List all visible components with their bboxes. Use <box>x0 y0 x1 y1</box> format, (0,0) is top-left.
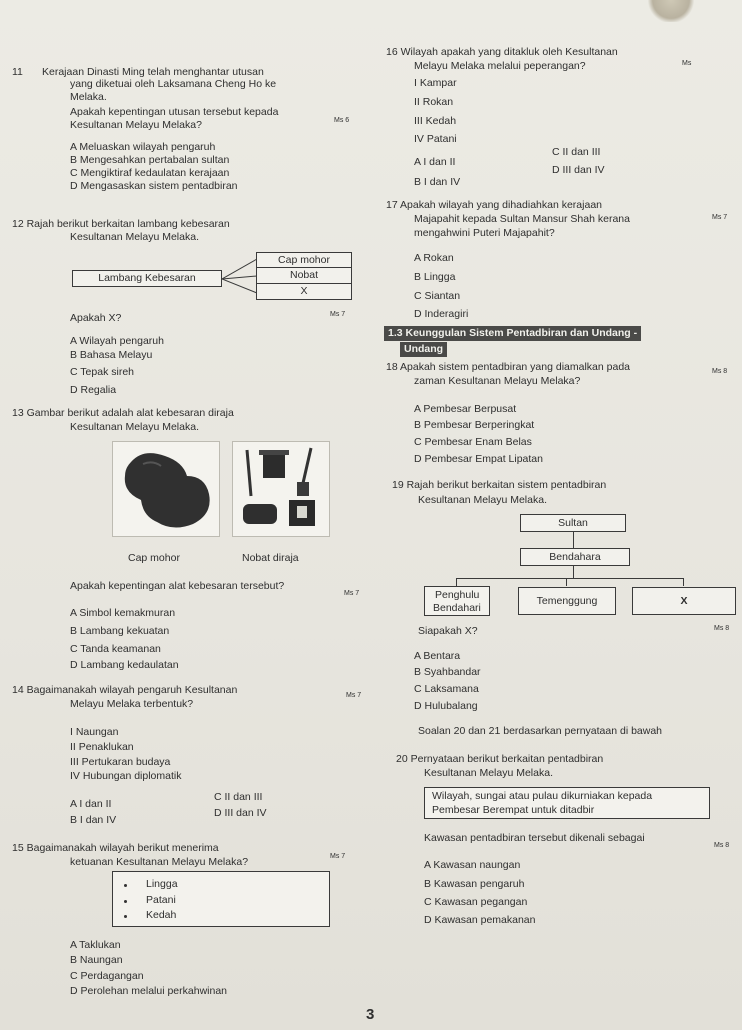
q11-ms: Ms 6 <box>334 117 350 124</box>
page-number: 3 <box>366 1006 375 1023</box>
q12-stem-2: Kesultanan Melayu Melaka. <box>70 231 199 243</box>
q18-option-a[interactable]: A Pembesar Berpusat <box>414 403 517 415</box>
q12-ms: Ms 7 <box>330 311 346 318</box>
q12-option-d[interactable]: D Regalia <box>70 384 117 396</box>
q17-stem-2: Majapahit kepada Sultan Mansur Shah kerana <box>414 213 630 225</box>
q13-option-d[interactable]: D Lambang kedaulatan <box>70 659 179 671</box>
q14-option-a[interactable]: A I dan II <box>70 798 112 810</box>
q12-option-b[interactable]: B Bahasa Melayu <box>70 349 153 361</box>
q20-statement-line-2: Pembesar Berempat untuk ditadbir <box>432 804 595 816</box>
org-penghulu-label: Penghulu <box>435 589 480 601</box>
q15-option-d[interactable]: D Perolehan melalui perkahwinan <box>70 985 228 997</box>
q14-item-ii: II Penaklukan <box>70 741 134 753</box>
q12-connector-lines <box>222 250 258 300</box>
q19-option-b[interactable]: B Syahbandar <box>414 666 481 678</box>
q17-ms: Ms 7 <box>712 214 728 221</box>
q20-stem-1: 20 Pernyataan berikut berkaitan pentadbiran <box>396 753 604 765</box>
q13-ask: Apakah kepentingan alat kebesaran tersebut? <box>70 580 285 592</box>
q12-stem-1: 12 Rajah berikut berkaitan lambang kebesaran <box>12 218 230 230</box>
q15-place-kedah: Kedah <box>146 909 177 921</box>
org-connector <box>683 578 684 586</box>
q20-option-c[interactable]: C Kawasan pegangan <box>424 896 528 908</box>
org-connector <box>456 578 684 579</box>
q18-option-b[interactable]: B Pembesar Berperingkat <box>414 419 535 431</box>
org-connector <box>566 578 567 586</box>
q14-option-d[interactable]: D III dan IV <box>214 807 267 819</box>
q20-ms: Ms 8 <box>714 842 730 849</box>
q14-stem-2: Melayu Melaka terbentuk? <box>70 698 194 710</box>
page-corner-shadow <box>646 0 696 22</box>
q14-item-iv: IV Hubungan diplomatik <box>70 770 182 782</box>
q12-option-a[interactable]: A Wilayah pengaruh <box>70 335 164 347</box>
q20-option-a[interactable]: A Kawasan naungan <box>424 859 521 871</box>
section-heading-line-1: 1.3 Keunggulan Sistem Pentadbiran dan Undang - <box>384 326 641 341</box>
q15-stem-1: 15 Bagaimanakah wilayah berikut menerima <box>12 842 219 854</box>
q18-option-d[interactable]: D Pembesar Empat Lipatan <box>414 453 543 465</box>
cap-mohor-image <box>112 441 220 537</box>
q20-statement-line-1: Wilayah, sungai atau pulau dikurniakan kepada <box>432 790 653 802</box>
q17-stem-3: mengahwini Puteri Majapahit? <box>414 227 555 239</box>
q17-option-d[interactable]: D Inderagiri <box>414 308 469 320</box>
q15-place-patani: Patani <box>146 894 176 906</box>
q15-stem-2: ketuanan Kesultanan Melayu Melaka? <box>70 856 249 868</box>
q11-ask-2: Kesultanan Melayu Melaka? <box>70 119 202 131</box>
q18-stem-1: 18 Apakah sistem pentadbiran yang diamalkan pada <box>386 361 631 373</box>
nobat-diraja-image <box>232 441 330 537</box>
q20-option-d[interactable]: D Kawasan pemakanan <box>424 914 536 926</box>
org-bendahari-label: Bendahari <box>433 602 481 614</box>
org-bendahara-box: Bendahara <box>520 548 630 566</box>
bullet-icon <box>124 915 127 918</box>
q13-option-a[interactable]: A Simbol kemakmuran <box>70 607 176 619</box>
q17-stem-1: 17 Apakah wilayah yang dihadiahkan kerajaan <box>386 199 602 211</box>
q13-stem-1: 13 Gambar berikut adalah alat kebesaran diraja <box>12 407 234 419</box>
q16-item-iv: IV Patani <box>414 133 457 145</box>
q11-option-b[interactable]: B Mengesahkan pertabalan sultan <box>70 154 230 166</box>
q14-item-iii: III Pertukaran budaya <box>70 756 171 768</box>
q13-option-c[interactable]: C Tanda keamanan <box>70 643 161 655</box>
org-connector <box>573 532 574 548</box>
q16-option-d[interactable]: D III dan IV <box>552 164 605 176</box>
q14-ms: Ms 7 <box>346 692 362 699</box>
bullet-icon <box>124 884 127 887</box>
q11-stem-3: Melaka. <box>70 91 107 103</box>
lambang-kebesaran-box: Lambang Kebesaran <box>72 270 222 287</box>
q19-ms: Ms 8 <box>714 625 730 632</box>
q16-ms: Ms <box>682 60 692 67</box>
q20-ask: Kawasan pentadbiran tersebut dikenali sebagai <box>424 832 645 844</box>
q13-ms: Ms 7 <box>344 590 360 597</box>
q15-place-lingga: Lingga <box>146 878 178 890</box>
q12-option-c[interactable]: C Tepak sireh <box>70 366 135 378</box>
q13-option-b[interactable]: B Lambang kekuatan <box>70 625 170 637</box>
q17-option-a[interactable]: A Rokan <box>414 252 454 264</box>
section-heading-line-2: Undang <box>400 342 447 357</box>
q11-option-d[interactable]: D Mengasaskan sistem pentadbiran <box>70 180 238 192</box>
q19-ask: Siapakah X? <box>418 625 478 637</box>
org-sultan-box: Sultan <box>520 514 626 532</box>
q16-stem-2: Melayu Melaka melalui peperangan? <box>414 60 586 72</box>
q14-stem-1: 14 Bagaimanakah wilayah pengaruh Kesultanan <box>12 684 238 696</box>
q20-option-b[interactable]: B Kawasan pengaruh <box>424 878 525 890</box>
q19-option-a[interactable]: A Bentara <box>414 650 461 662</box>
q14-option-b[interactable]: B I dan IV <box>70 814 117 826</box>
q11-stem-2: yang diketuai oleh Laksamana Cheng Ho ke <box>70 78 277 90</box>
q16-option-a[interactable]: A I dan II <box>414 156 456 168</box>
q11-ask-1: Apakah kepentingan utusan tersebut kepada <box>70 106 279 118</box>
org-connector <box>456 578 457 586</box>
q20-intro: Soalan 20 dan 21 berdasarkan pernyataan di bawah <box>418 725 663 737</box>
lambang-item-x: X <box>256 284 352 300</box>
q12-ask: Apakah X? <box>70 312 122 324</box>
lambang-item-nobat: Nobat <box>256 268 352 284</box>
q15-places-box <box>112 871 330 927</box>
org-x-box: X <box>632 587 736 615</box>
q14-option-c[interactable]: C II dan III <box>214 791 263 803</box>
q15-option-a[interactable]: A Taklukan <box>70 939 121 951</box>
q16-item-iii: III Kedah <box>414 115 457 127</box>
q13-caption-nobat: Nobat diraja <box>242 552 299 564</box>
q17-option-c[interactable]: C Siantan <box>414 290 461 302</box>
q15-option-b[interactable]: B Naungan <box>70 954 123 966</box>
q18-option-c[interactable]: C Pembesar Enam Belas <box>414 436 532 448</box>
org-temenggung-box: Temenggung <box>518 587 616 615</box>
q11-option-c[interactable]: C Mengiktiraf kedaulatan kerajaan <box>70 167 230 179</box>
q11-number: 11 <box>12 66 23 78</box>
q14-item-i: I Naungan <box>70 726 119 738</box>
org-connector <box>573 566 574 578</box>
q13-caption-cap-mohor: Cap mohor <box>128 552 180 564</box>
q18-stem-2: zaman Kesultanan Melayu Melaka? <box>414 375 581 387</box>
q15-ms: Ms 7 <box>330 853 346 860</box>
bullet-icon <box>124 900 127 903</box>
q16-item-i: I Kampar <box>414 77 457 89</box>
q18-ms: Ms 8 <box>712 368 728 375</box>
q19-option-c[interactable]: C Laksamana <box>414 683 479 695</box>
q19-stem-2: Kesultanan Melayu Melaka. <box>418 494 547 506</box>
q13-stem-2: Kesultanan Melayu Melaka. <box>70 421 199 433</box>
q20-stem-2: Kesultanan Melayu Melaka. <box>424 767 553 779</box>
q16-option-c[interactable]: C II dan III <box>552 146 601 158</box>
q16-option-b[interactable]: B I dan IV <box>414 176 461 188</box>
q19-stem-1: 19 Rajah berikut berkaitan sistem pentadbiran <box>392 479 607 491</box>
q16-item-ii: II Rokan <box>414 96 454 108</box>
q19-option-d[interactable]: D Hulubalang <box>414 700 478 712</box>
q16-stem-1: 16 Wilayah apakah yang ditakluk oleh Kesultanan <box>386 46 618 58</box>
q15-option-c[interactable]: C Perdagangan <box>70 970 144 982</box>
lambang-item-cap-mohor: Cap mohor <box>256 252 352 268</box>
q17-option-b[interactable]: B Lingga <box>414 271 456 283</box>
q11-option-a[interactable]: A Meluaskan wilayah pengaruh <box>70 141 216 153</box>
q11-stem-1: Kerajaan Dinasti Ming telah menghantar utusan <box>42 66 264 78</box>
